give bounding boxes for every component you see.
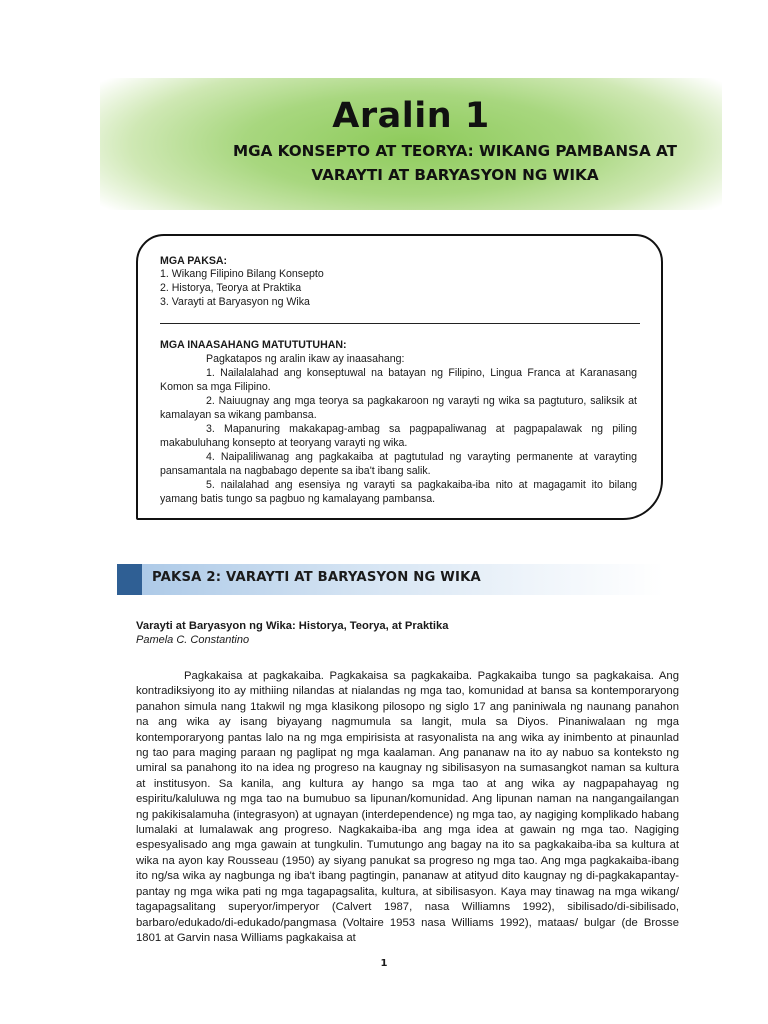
objective-item: 3. Mapanuring makakapag-ambag sa pagpapaliwanag at pagpapalawak ng piling makabuluhang konsepto at teoryang varayti ng wika. (160, 423, 637, 449)
article-paragraph: Pagkakaisa at pagkakaiba. Pagkakaisa sa pagkakaiba. Pagkakaiba tungo sa pagkakaisa. Ang kontradiksiyong ito ay mithiing nilandas at nialandas ng mga tao, komunidad at bansa sa kontemporaryong panahon simula nang 1takwil ng mga klasikong pilosopo ng siglo 17 ang paniniwala ng naunang panahon na ang wika ay isang biyayang nagmumula sa langit, mula sa Diyos. Pinaniwalaan ng mga kontemporaryong pantas lalo na ng mga empirisista at rasyonalista na ang wika ay inimbento at pinaunlad ng tao para maging paraan ng paglipat ng mga kaalaman. Ang pananaw na ito ay nabuo sa konteksto ng umiral sa panahong ito na idea ng progreso na kaugnay ng sibilisasyon na sumasangkot naman sa kultura at institusyon. Sa kanila, ang kultura ay hango sa mga tao at ang wika ay nagpapahayag ng espiritu/kaluluwa ng mga tao na bumubuo sa lipunan/komunidad. Ang lipunan naman na nangangailangan ng pakikisalamuha (integrasyon) at ugnayan (interdependence) ng mga tao, ay nagiging komplikado habang lumalaki at lumalawak ang progreso. Nagkakaiba-iba ang mga idea at gawain ng mga tao. Nagiging espesyalisado ang mga gawain at tungkulin. Tumutungo ang bagay na ito sa pagkakaiba-iba sa kultura at wika na ayon kay Rousseau (1950) ay siyang panukat sa progreso ng mga tao. Ang mga pagkakaiba-ibang ito ng/sa wika ay nagbunga ng iba't ibang pagtingin, pananaw at atityud dito kaugnay ng di-pagkakapantay-pantay ng mga wika pati ng mga tagapagsalita, kultura, at sibilisasyon. Kaya may tinawag na mga wikang/ tagapagsalitang superyor/imperyor (Calvert 1987, nasa Williamns 1992), sibilisado/di-sibilisado, barbaro/edukado/di-edukado/pangmasa (Voltaire 1953 nasa Williams 1992), mataas/ bulgar (de Brosse 1801 at Garvin nasa Williams pagkakaisa at (136, 670, 679, 944)
objective-item: 1. Nailalalahad ang konseptuwal na batayan ng Filipino, Lingua Franca at Karanasang Komon sa mga Filipino. (160, 367, 637, 393)
lesson-title: Aralin 1 (332, 96, 490, 136)
section-title: PAKSA 2: VARAYTI AT BARYASYON NG WIKA (152, 570, 481, 585)
objectives-list (160, 352, 637, 506)
section-accent-block (117, 564, 142, 595)
objectives-heading: MGA INAASAHANG MATUTUTUHAN: (160, 339, 347, 351)
objective-item: 5. nailalahad ang esensiya ng varayti sa pagkakaiba-iba nito at magagamit ito bilang yamang batis tungo sa pagbuo ng kamalayang pambansa. (160, 479, 637, 505)
lesson-subtitle: MGA KONSEPTO AT TEORYA: WIKANG PAMBANSA AT VARAYTI AT BARYASYON NG WIKA (233, 142, 677, 184)
article-title: Varayti at Baryasyon ng Wika: Historya, Teorya, at Praktika (136, 620, 449, 632)
topic-item: 1. Wikang Filipino Bilang Konsepto (160, 268, 324, 280)
objective-item: 4. Naipaliliwanag ang pagkakaiba at pagtutulad ng varayting permanente at varayting pansamantala na nagbabago depente sa iba't ibang salik. (160, 451, 637, 477)
topic-item: 2. Historya, Teorya at Praktika (160, 282, 302, 294)
page-number: 1 (380, 958, 388, 969)
objective-item: 2. Naiuugnay ang mga teorya sa pagkakaroon ng varayti ng wika sa pagtuturo, saliksik at kamalayan sa wikang pambansa. (160, 395, 637, 421)
objectives-intro: Pagkatapos ng aralin ikaw ay inaasahang: (206, 353, 405, 365)
article-author: Pamela C. Constantino (136, 634, 250, 646)
topic-item: 3. Varayti at Baryasyon ng Wika (160, 296, 310, 308)
box-divider (160, 323, 640, 324)
topics-heading: MGA PAKSA: (160, 255, 228, 267)
